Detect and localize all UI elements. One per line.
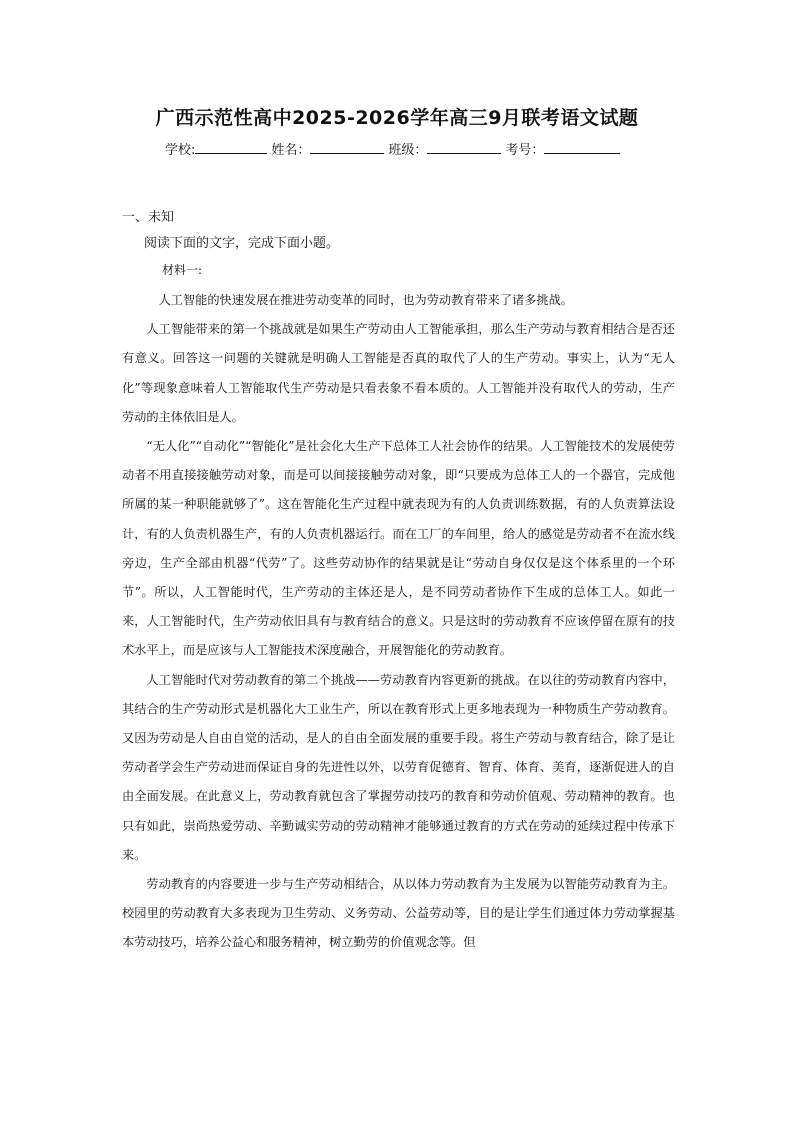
name-blank xyxy=(310,140,384,154)
school-blank xyxy=(195,140,267,154)
section-heading: 一、未知 xyxy=(122,210,175,225)
name-label: 姓名： xyxy=(271,143,311,158)
paragraph: 劳动教育的内容要进一步与生产劳动相结合，从以体力劳动教育为主发展为以智能劳动教育为主。校园里的劳动教育大多表现为卫生劳动、义务劳动、公益劳动等，目的是让学生们通过体力劳动掌握基本劳动技巧，培养公益心和服务精神，树立勤劳的价值观念等。但 xyxy=(122,877,675,950)
class-blank xyxy=(427,140,501,154)
article-body xyxy=(122,286,675,958)
student-info-line xyxy=(165,139,624,158)
paragraph: 人工智能的快速发展在推进劳动变革的同时，也为劳动教育带来了诸多挑战。 xyxy=(158,293,573,307)
page-title: 广西示范性高中2025-2026学年高三9月联考语文试题 xyxy=(155,107,639,129)
material-label: 材料一: xyxy=(162,263,203,277)
id-label: 考号： xyxy=(505,143,545,158)
paragraph: “无人化”“自动化”“智能化”是社会化大生产下总体工人社会协作的结果。人工智能技术的发展使劳动者不用直接接触劳动对象，而是可以间接接触劳动对象，即“只要成为总体工人的一个器官，完成他所属的某一种职能就够了”。这在智能化生产过程中就表现为有的人负责训练数据，有的人负责算法设计，有的人负责机器生产，有的人负责机器运行。而在工厂的车间里，给人的感觉是劳动者不在流水线旁边，生产全部由机器“代劳”了。这些劳动协作的结果就是让“劳动自身仅仅是这个体系里的一个环节”。所以，人工智能时代，生产劳动的主体还是人，是不同劳动者协作下生成的总体工人。如此一来，人工智能时代，生产劳动依旧具有与教育结合的意义。只是这时的劳动教育不应该停留在原有的技术水平上，而是应该与人工智能技术深度融合，开展智能化的劳动教育。 xyxy=(122,439,675,658)
class-label: 班级： xyxy=(388,143,428,158)
school-label: 学校: xyxy=(165,143,196,158)
reading-instruction: 阅读下面的文字，完成下面小题。 xyxy=(144,236,340,251)
paragraph: 人工智能时代对劳动教育的第二个挑战——劳动教育内容更新的挑战。在以往的劳动教育内容中，其结合的生产劳动形式是机器化大工业生产，所以在教育形式上更多地表现为一种物质生产劳动教育。又因为劳动是人自由自觉的活动，是人的自由全面发展的重要手段。将生产劳动与教育结合，除了是让劳动者学会生产劳动进而保证自身的先进性以外，以劳育促德育、智育、体育、美育，逐渐促进人的自由全面发展。在此意义上，劳动教育就包含了掌握劳动技巧的教育和劳动价值观、劳动精神的教育。也只有如此，崇尚热爱劳动、辛勤诚实劳动的劳动精神才能够通过教育的方式在劳动的延续过程中传承下来。 xyxy=(122,672,675,862)
paragraph: 人工智能带来的第一个挑战就是如果生产劳动由人工智能承担，那么生产劳动与教育相结合是否还有意义。回答这一问题的关键就是明确人工智能是否真的取代了人的生产劳动。事实上，认为“无人化”等现象意味着人工智能取代生产劳动是只看表象不看本质的。人工智能并没有取代人的劳动，生产劳动的主体依旧是人。 xyxy=(122,322,675,424)
id-blank xyxy=(544,140,620,154)
